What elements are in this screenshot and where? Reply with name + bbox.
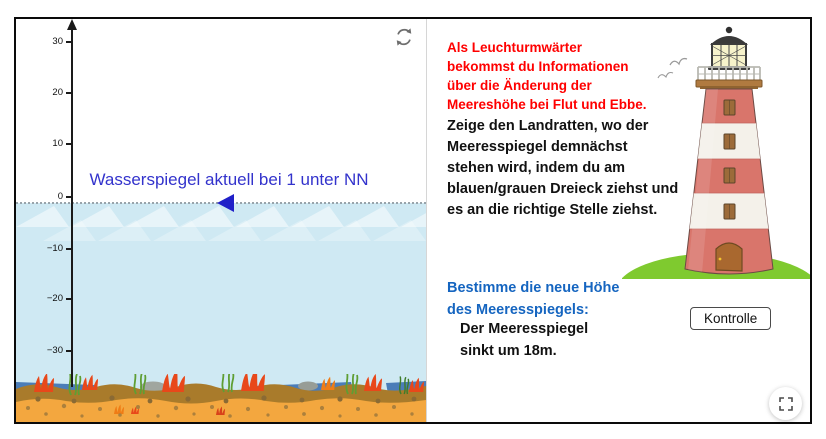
applet-frame [14, 17, 812, 424]
intro-line: Meereshöhe bei Flut und Ebbe. [447, 97, 647, 112]
axis-tick [66, 143, 73, 145]
kontrolle-button[interactable]: Kontrolle [690, 307, 771, 330]
seagulls-icon [658, 59, 687, 78]
intro-line: Als Leuchturmwärter [447, 40, 583, 55]
lighthouse-illustration [622, 23, 810, 279]
y-axis [71, 27, 73, 387]
statement-line: Der Meeresspiegel [460, 321, 589, 337]
axis-tick-label: 30 [52, 36, 63, 47]
axis-tick [66, 298, 73, 300]
question-line: des Meeresspiegels: [447, 301, 589, 318]
axis-tick-label: −10 [46, 243, 63, 254]
sea-level-statement [460, 318, 680, 362]
refresh-icon [393, 26, 415, 48]
question-heading [447, 278, 682, 321]
axis-tick [66, 248, 73, 250]
intro-line: bekommst du Informationen [447, 59, 629, 74]
task-line: stehen wird, indem du am [447, 160, 626, 176]
axis-tick [66, 92, 73, 94]
task-line: blauen/grauen Dreieck ziehst und [447, 181, 679, 197]
axis-tick-label: −30 [46, 345, 63, 356]
fullscreen-icon [779, 397, 793, 411]
axis-tick [66, 350, 73, 352]
task-line: Meeresspiegel demnächst [447, 139, 628, 155]
seabed-illustration [16, 374, 426, 422]
axis-tick-label: 0 [57, 191, 63, 202]
fullscreen-button[interactable] [769, 387, 802, 420]
axis-tick-label: 10 [52, 138, 63, 149]
panel-divider [426, 19, 427, 422]
axis-tick [66, 196, 73, 198]
question-line: Bestimme die neue Höhe [447, 280, 620, 296]
task-line: Zeige den Landratten, wo der [447, 118, 649, 134]
y-axis-arrow [67, 19, 77, 30]
axis-tick-label: 20 [52, 87, 63, 98]
statement-line: sinkt um 18m. [460, 343, 557, 359]
axis-tick [66, 41, 73, 43]
task-line: es an die richtige Stelle ziehst. [447, 202, 658, 218]
water-level-drag-triangle[interactable] [217, 194, 234, 212]
intro-line: über die Änderung der [447, 78, 592, 93]
axis-tick-label: −20 [46, 293, 63, 304]
reset-button[interactable] [393, 26, 415, 48]
water-level-label: Wasserspiegel aktuell bei 1 unter NN [89, 170, 369, 189]
